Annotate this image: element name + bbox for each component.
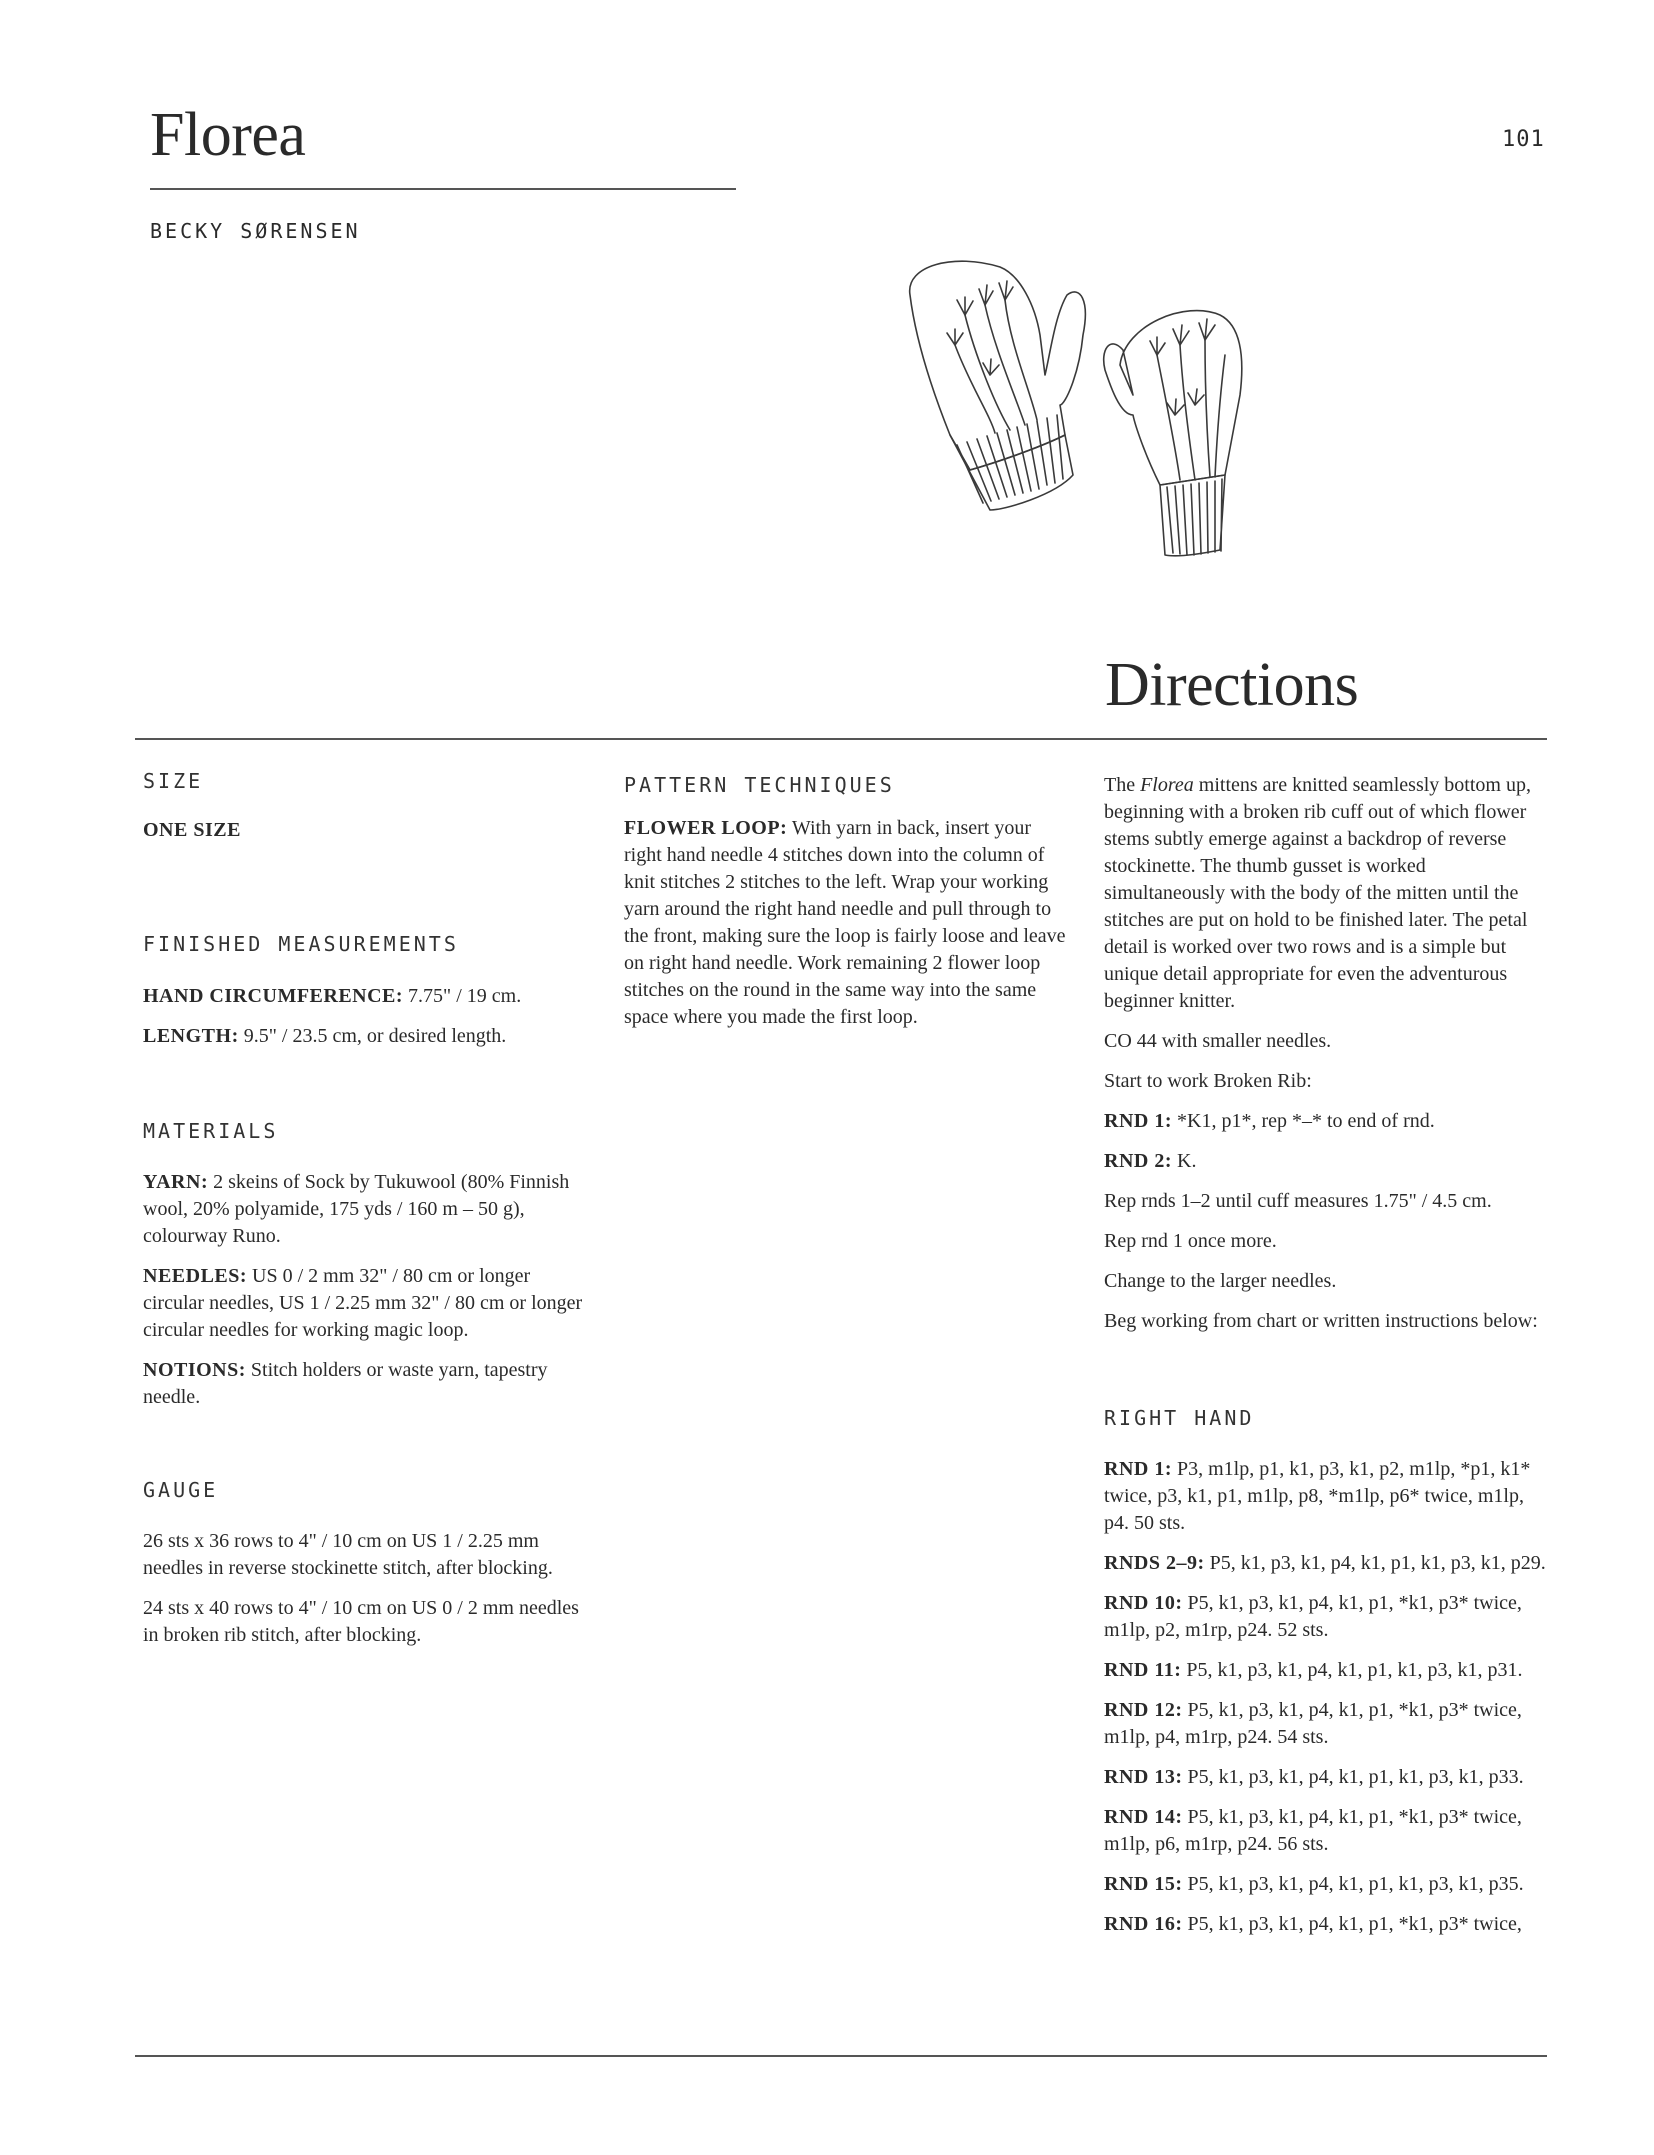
right-hand-row: RND 10: P5, k1, p3, k1, p4, k1, p1, *k1, p3* twice, m1lp, p2, m1rp, p24. 52 sts.	[1104, 1592, 1522, 1641]
length: LENGTH: 9.5" / 23.5 cm, or desired length.	[143, 1025, 507, 1047]
size-heading: SIZE	[143, 769, 204, 793]
title-divider	[150, 188, 736, 190]
right-hand-row: RND 13: P5, k1, p3, k1, p4, k1, p1, k1, p3, k1, p33.	[1104, 1766, 1524, 1788]
gauge-heading: GAUGE	[143, 1478, 219, 1502]
right-hand-row: RND 14: P5, k1, p3, k1, p4, k1, p1, *k1, p3* twice, m1lp, p6, m1rp, p24. 56 sts.	[1104, 1806, 1522, 1855]
right-hand-row: RND 12: P5, k1, p3, k1, p4, k1, p1, *k1, p3* twice, m1lp, p4, m1rp, p24. 54 sts.	[1104, 1699, 1522, 1748]
directions-title: Directions	[1105, 651, 1359, 719]
author-name: BECKY SØRENSEN	[150, 219, 361, 243]
start-instruction: Start to work Broken Rib:	[1104, 1070, 1312, 1092]
gauge-line-2: 24 sts x 40 rows to 4" / 10 cm on US 0 / 2 mm needles in broken rib stitch, after blocking.	[143, 1597, 579, 1646]
flower-loop-text: FLOWER LOOP: With yarn in back, insert your right hand needle 4 stitches down into the column of knit stitches 2 stitches to the left. Wrap your working yarn around the right hand needle and pull through to the front, making sure the loop is fairly loose and leave on right hand needle. Work remaining 2 flower loop stitches on the round in the same way into the same space where you made the first loop.	[624, 817, 1066, 1028]
needles-info: NEEDLES: US 0 / 2 mm 32" / 80 cm or longer circular needles, US 1 / 2.25 mm 32" / 80 cm or longer circular needles for working magic loop.	[143, 1265, 583, 1341]
footer-divider	[135, 2055, 1547, 2057]
begin-chart-instruction: Beg working from chart or written instructions below:	[1104, 1310, 1538, 1332]
co-instruction: CO 44 with smaller needles.	[1104, 1030, 1332, 1052]
size-value: ONE SIZE	[143, 819, 241, 841]
gauge-line-1: 26 sts x 36 rows to 4" / 10 cm on US 1 / 2.25 mm needles in reverse stockinette stitch, after blocking.	[143, 1530, 553, 1579]
rep-instruction-1: Rep rnds 1–2 until cuff measures 1.75" / 4.5 cm.	[1104, 1190, 1492, 1212]
page-title: Florea	[150, 101, 306, 169]
rep-instruction-2: Rep rnd 1 once more.	[1104, 1230, 1277, 1252]
column-middle	[624, 772, 1067, 1031]
page-number: 101	[1502, 127, 1545, 152]
rnd-1-instruction: RND 1: *K1, p1*, rep *–* to end of rnd.	[1104, 1110, 1435, 1132]
left-mitten-icon	[910, 261, 1086, 510]
right-hand-row: RND 15: P5, k1, p3, k1, p4, k1, p1, k1, p3, k1, p35.	[1104, 1873, 1524, 1895]
right-hand-row: RNDS 2–9: P5, k1, p3, k1, p4, k1, p1, k1, p3, k1, p29.	[1104, 1552, 1546, 1574]
mittens-illustration	[895, 255, 1305, 600]
yarn-info: YARN: 2 skeins of Sock by Tukuwool (80% Finnish wool, 20% polyamide, 175 yds / 160 m – 50 g), colourway Runo.	[143, 1171, 570, 1247]
right-hand-row: RND 1: P3, m1lp, p1, k1, p3, k1, p2, m1lp, *p1, k1* twice, p3, k1, p1, m1lp, p8, *m1lp, p6* twice, m1lp, p4. 50 sts.	[1104, 1458, 1531, 1534]
column-right	[1104, 772, 1547, 1951]
notions-info: NOTIONS: Stitch holders or waste yarn, tapestry needle.	[143, 1359, 548, 1408]
change-needles-instruction: Change to the larger needles.	[1104, 1270, 1337, 1292]
right-hand-row: RND 16: P5, k1, p3, k1, p4, k1, p1, *k1, p3* twice,	[1104, 1913, 1522, 1935]
right-hand-row: RND 11: P5, k1, p3, k1, p4, k1, p1, k1, p3, k1, p31.	[1104, 1659, 1523, 1681]
rnd-2-instruction: RND 2: K.	[1104, 1150, 1197, 1172]
right-mitten-icon	[1104, 311, 1242, 556]
finished-measurements-heading: FINISHED MEASUREMENTS	[143, 932, 459, 956]
hand-circumference: HAND CIRCUMFERENCE: 7.75" / 19 cm.	[143, 985, 522, 1007]
right-hand-heading: RIGHT HAND	[1104, 1406, 1255, 1430]
materials-heading: MATERIALS	[143, 1119, 279, 1143]
section-divider	[135, 738, 1547, 740]
right-hand-rows	[1104, 1456, 1547, 1938]
pattern-techniques-heading: PATTERN TECHNIQUES	[624, 773, 895, 797]
column-left	[143, 768, 588, 1662]
directions-intro: The Florea mittens are knitted seamlessly bottom up, beginning with a broken rib cuff out of which flower stems subtly emerge against a backdrop of reverse stockinette. The thumb gusset is worked simultaneously with the body of the mitten until the stitches are put on hold to be finished later. The petal detail is worked over two rows and is a simple but unique detail appropriate for even the adventurous beginner knitter.	[1104, 774, 1531, 1012]
